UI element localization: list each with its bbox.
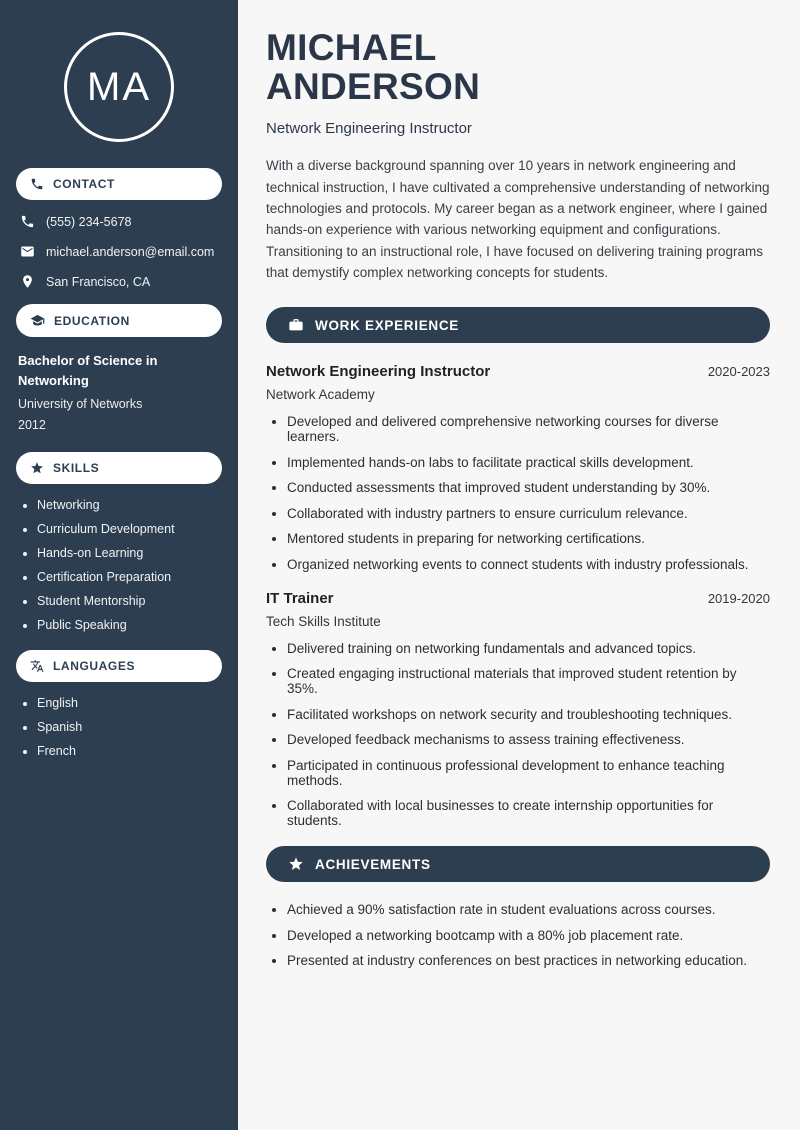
bullet-item: • Created engaging instructional materials that improved student retention by 35%. <box>287 666 770 696</box>
skill-item: • Certification Preparation <box>37 570 222 584</box>
job-headline: Network Engineering Instructor <box>266 120 472 138</box>
translate-icon <box>30 659 44 673</box>
email-icon <box>20 244 35 259</box>
achievements-title: ACHIEVEMENTS <box>315 856 431 872</box>
contact-phone <box>20 214 222 229</box>
bullet-item: • Participated in continuous professional development to enhance teaching methods. <box>287 758 770 788</box>
job-company: Network Academy <box>266 387 375 403</box>
job-dates: 2019-2020 <box>707 590 770 606</box>
skill-item: • Hands-on Learning <box>37 546 222 560</box>
briefcase-icon <box>288 317 304 333</box>
job-dates: 2020-2023 <box>707 364 770 380</box>
avatar-initials: MA <box>87 64 151 109</box>
last-name: ANDERSON <box>266 66 481 108</box>
skill-item: • Public Speaking <box>37 618 222 632</box>
contact-phone-value: (555) 234-5678 <box>46 214 132 229</box>
bullet-item: • Collaborated with local businesses to create internship opportunities for students. <box>287 798 770 828</box>
job-bullet-list <box>266 414 770 572</box>
education-school: University of Networks <box>18 397 143 411</box>
education-section-title: EDUCATION <box>54 313 130 328</box>
education-degree: Bachelor of Science in Networking <box>18 353 158 388</box>
language-item: • English <box>37 696 222 710</box>
profile-summary: With a diverse background spanning over 10 years in network engineering and technical instruction, I have cultivated a comprehensive understanding of networking technologies and protocols. My career began as a network engineer, where I gained hands-on experience with various networking equipment and configurations. Transitioning to an instructional role, I have focused on delivering training programs that demystify complex networking concepts for students. <box>266 158 770 281</box>
language-item: • French <box>37 744 222 758</box>
languages-section-header <box>16 650 222 682</box>
skill-item: • Networking <box>37 498 222 512</box>
contact-email <box>20 244 222 259</box>
star-icon <box>288 856 304 872</box>
education-section-header <box>16 304 222 337</box>
achievements-banner <box>266 846 770 882</box>
bullet-item: • Presented at industry conferences on best practices in networking education. <box>287 953 770 968</box>
location-pin-icon <box>20 274 35 289</box>
job-header <box>266 363 770 380</box>
phone-icon <box>20 214 35 229</box>
contact-email-value: michael.anderson@email.com <box>46 244 215 259</box>
work-experience-banner <box>266 307 770 343</box>
bullet-item: • Developed a networking bootcamp with a 80% job placement rate. <box>287 928 770 943</box>
skill-item: • Curriculum Development <box>37 522 222 536</box>
skills-section-title: SKILLS <box>53 461 100 475</box>
bullet-item: • Delivered training on networking fundamentals and advanced topics. <box>287 641 770 656</box>
achievements-list <box>266 902 770 968</box>
skills-section-header <box>16 452 222 484</box>
job-bullet-list <box>266 641 770 829</box>
sidebar <box>0 0 238 1130</box>
bullet-item: • Collaborated with industry partners to ensure curriculum relevance. <box>287 506 770 521</box>
languages-list <box>16 696 222 758</box>
job-company: Tech Skills Institute <box>266 613 381 629</box>
contact-section-title: CONTACT <box>53 177 115 191</box>
graduation-cap-icon <box>30 313 45 328</box>
language-item: • Spanish <box>37 720 222 734</box>
first-name: MICHAEL <box>266 27 437 68</box>
star-icon <box>30 461 44 475</box>
languages-section-title: LANGUAGES <box>53 659 136 673</box>
contact-location-value: San Francisco, CA <box>46 274 151 289</box>
skills-list <box>16 498 222 632</box>
job-entry <box>266 363 770 572</box>
phone-icon <box>30 177 44 191</box>
page-title <box>266 28 770 106</box>
bullet-item: • Developed and delivered comprehensive networking courses for diverse learners. <box>287 414 770 444</box>
job-role: Network Engineering Instructor <box>266 363 491 381</box>
skill-item: • Student Mentorship <box>37 594 222 608</box>
contact-section-header <box>16 168 222 200</box>
main-content <box>238 0 800 1130</box>
bullet-item: • Developed feedback mechanisms to assess training effectiveness. <box>287 732 770 747</box>
education-year: 2012 <box>18 418 46 432</box>
bullet-item: • Mentored students in preparing for networking certifications. <box>287 531 770 546</box>
bullet-item: • Conducted assessments that improved student understanding by 30%. <box>287 480 770 495</box>
work-experience-title: WORK EXPERIENCE <box>315 317 460 333</box>
bullet-item: • Facilitated workshops on network security and troubleshooting techniques. <box>287 707 770 722</box>
bullet-item: • Implemented hands-on labs to facilitate practical skills development. <box>287 455 770 470</box>
avatar <box>64 32 174 142</box>
job-entry <box>266 590 770 829</box>
contact-list <box>16 214 222 289</box>
contact-location <box>20 274 222 289</box>
job-header <box>266 590 770 607</box>
education-entry <box>18 351 220 432</box>
bullet-item: • Achieved a 90% satisfaction rate in student evaluations across courses. <box>287 902 770 917</box>
bullet-item: • Organized networking events to connect students with industry professionals. <box>287 557 770 572</box>
job-role: IT Trainer <box>266 589 334 607</box>
